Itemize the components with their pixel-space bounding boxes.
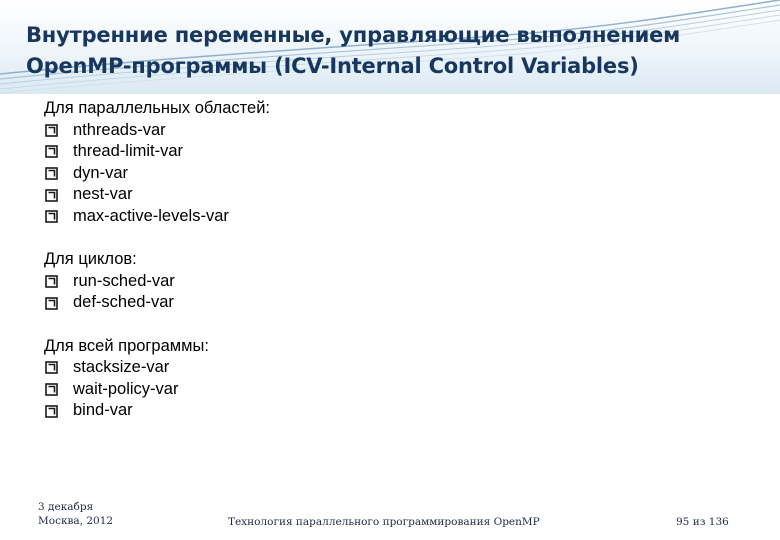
slide-content bbox=[44, 98, 744, 422]
list-item-label: dyn-var bbox=[73, 163, 129, 182]
section-loops bbox=[44, 249, 744, 314]
title-line-2: OpenMP-программы (ICV-Internal Control Variables) bbox=[26, 54, 639, 78]
footer-city-year: Москва, 2012 bbox=[38, 515, 114, 527]
checkbox-bullet-icon bbox=[45, 297, 58, 310]
list-item-label: nest-var bbox=[73, 185, 133, 204]
section-heading: Для циклов: bbox=[44, 250, 137, 269]
slide-title bbox=[26, 20, 680, 82]
list-item-label: bind-var bbox=[73, 401, 133, 420]
footer-date-line: 3 декабря bbox=[38, 501, 94, 513]
checkbox-bullet-icon bbox=[45, 405, 58, 418]
list-item bbox=[44, 206, 744, 228]
title-line-1: Внутренние переменные, управляющие выполнением bbox=[26, 23, 681, 47]
slide-header bbox=[0, 0, 780, 94]
list-item-label: thread-limit-var bbox=[73, 142, 184, 161]
list-item-label: run-sched-var bbox=[73, 271, 175, 290]
section-whole-program bbox=[44, 336, 744, 422]
footer-date bbox=[38, 500, 113, 528]
list-item bbox=[44, 141, 744, 163]
list-item bbox=[44, 184, 744, 206]
checkbox-bullet-icon bbox=[45, 383, 58, 396]
list-item bbox=[44, 292, 744, 314]
footer-page-number: 95 из 136 bbox=[676, 516, 729, 528]
list-item bbox=[44, 163, 744, 185]
section-heading: Для параллельных областей: bbox=[44, 99, 270, 117]
checkbox-bullet-icon bbox=[45, 275, 58, 288]
list-item-label: max-active-levels-var bbox=[73, 206, 229, 225]
checkbox-bullet-icon bbox=[45, 361, 58, 374]
list-item-label: stacksize-var bbox=[73, 358, 170, 377]
list-item-label: wait-policy-var bbox=[73, 379, 179, 398]
checkbox-bullet-icon bbox=[45, 145, 58, 158]
checkbox-bullet-icon bbox=[45, 167, 58, 180]
list-item-label: def-sched-var bbox=[73, 293, 174, 312]
checkbox-bullet-icon bbox=[45, 189, 58, 202]
list-item bbox=[44, 120, 744, 142]
section-heading: Для всей программы: bbox=[44, 336, 209, 355]
list-item-label: nthreads-var bbox=[73, 120, 166, 139]
checkbox-bullet-icon bbox=[45, 210, 58, 223]
list-item bbox=[44, 357, 744, 379]
checkbox-bullet-icon bbox=[45, 124, 58, 137]
list-item bbox=[44, 271, 744, 293]
section-parallel-regions bbox=[44, 98, 744, 228]
list-item bbox=[44, 400, 744, 422]
footer-course-title: Технология параллельного программирования OpenMP bbox=[228, 516, 540, 528]
list-item bbox=[44, 379, 744, 401]
